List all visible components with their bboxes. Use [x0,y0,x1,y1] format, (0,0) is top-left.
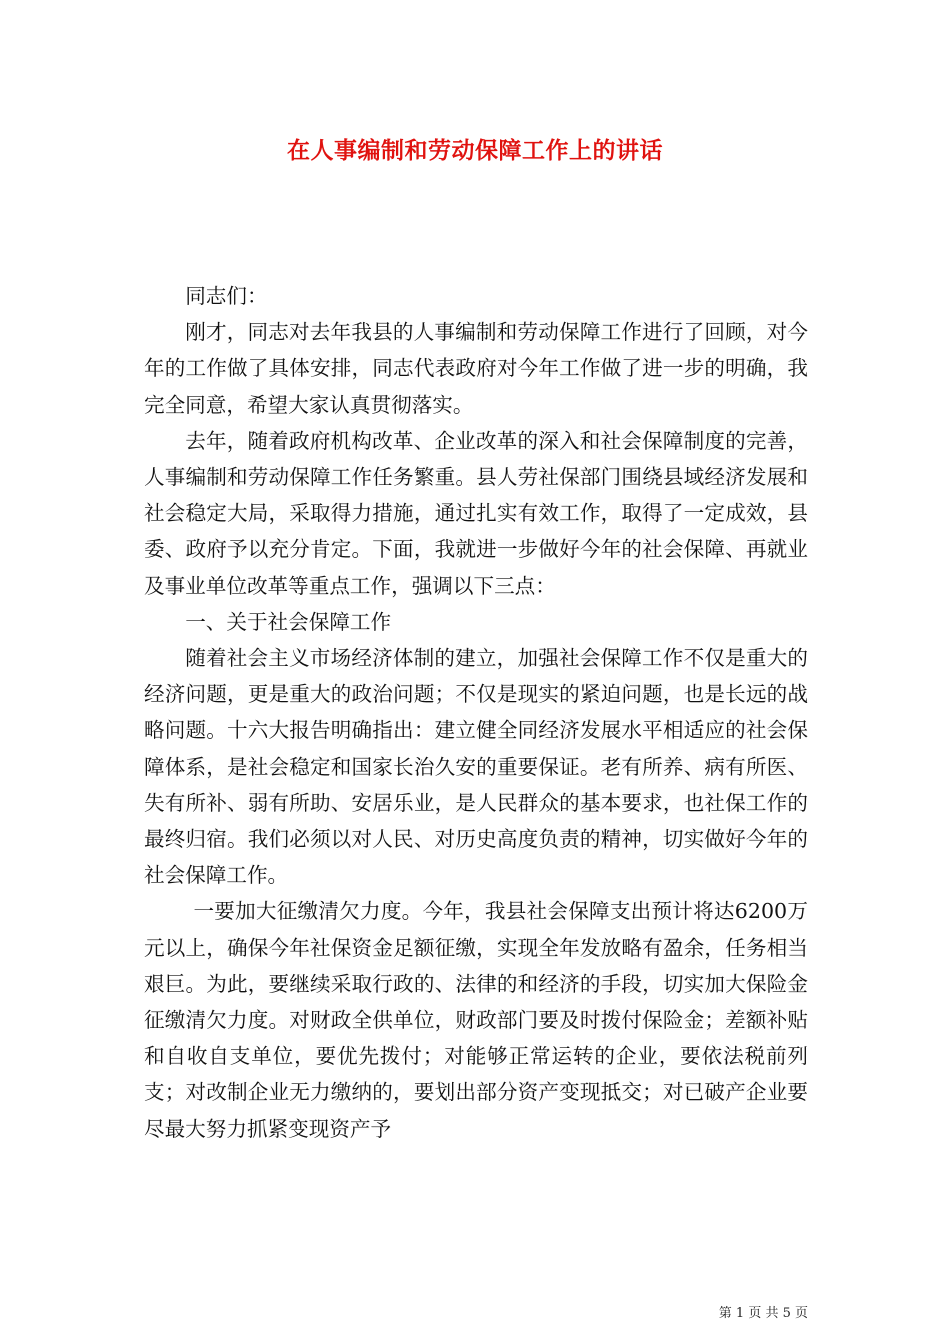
page-number: 第 1 页 共 5 页 [718,1306,808,1321]
document-body [144,278,808,1147]
salutation: 同志们： [185,284,268,308]
paragraph: 随着社会主义市场经济体制的建立，加强社会保障工作不仅是重大的经济问题，更是重大的政治问题；不仅是现实的紧迫问题，也是长远的战略问题。十六大报告明确指出：建立健全同经济发展水平相适应的社会保障体系，是社会稳定和国家长治久安的重要保证。老有所养、病有所医、失有所补、弱有所助、安居乐业，是人民群众的基本要求，也社保工作的最终归宿。我们必须以对人民、对历史高度负责的精神，切实做好今年的社会保障工作。 [144,646,808,888]
paragraph: 刚才，同志对去年我县的人事编制和劳动保障工作进行了回顾，对今年的工作做了具体安排，同志代表政府对今年工作做了进一步的明确，我完全同意，希望大家认真贯彻落实。 [144,320,808,417]
paragraph: 去年，随着政府机构改革、企业改革的深入和社会保障制度的完善，人事编制和劳动保障工作任务繁重。县人劳社保部门围绕县域经济发展和社会稳定大局，采取得力措施，通过扎实有效工作，取得了一定成效，县委、政府予以充分肯定。下面，我就进一步做好今年的社会保障、再就业及事业单位改革等重点工作，强调以下三点： [144,428,808,598]
document-title: 在人事编制和劳动保障工作上的讲话 [287,137,663,164]
section-heading: 一、关于社会保障工作 [185,609,392,634]
paragraph: 一要加大征缴清欠力度。今年，我县社会保障支出预计将达6200万元以上，确保今年社保资金足额征缴，实现全年发放略有盈余，任务相当艰巨。为此，要继续采取行政的、法律的和经济的手段，切实加大保险金征缴清欠力度。对财政全供单位，财政部门要及时拨付保险金；差额补贴和自收自支单位，要优先拨付；对能够正常运转的企业，要依法税前列支；对改制企业无力缴纳的，要划出部分资产变现抵交；对已破产企业要尽最大努力抓紧变现资产予 [144,899,808,1141]
